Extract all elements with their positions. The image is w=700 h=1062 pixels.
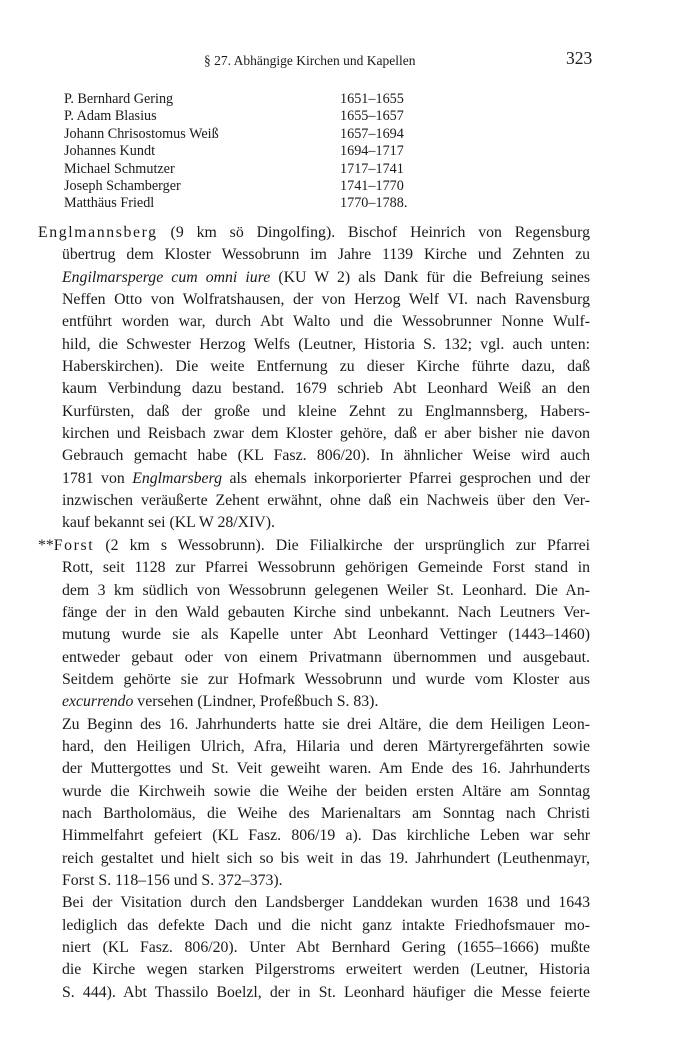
text-line: Forst S. 118–156 und S. 372–373). <box>62 871 283 889</box>
text-line <box>38 691 590 713</box>
text-line: fänge der in den Wald gebauten Kirche sind unbekannt. Nach Leutners Ver- <box>62 603 590 621</box>
text-line: die Kirche wegen starken Pilgerstroms erweitert werden (Leutner, Historia <box>62 961 590 979</box>
entry-heading: Englmannsberg <box>38 224 158 241</box>
text-line: kauf bekannt sei (KL W 28/XIV). <box>62 514 275 532</box>
text-line: wurde die Kirchweih sowie die Weihe der beiden ersten Altäre am Sonntag <box>62 782 590 800</box>
text-run: versehen (Lindner, Profeßbuch S. 83). <box>133 693 379 711</box>
text-line: Gebrauch gemacht habe (KL Fasz. 806/20). In ähnlicher Weise wird auch <box>62 447 590 465</box>
text-line: dem 3 km südlich von Wessobrunn gelegenen Weiler St. Leonhard. Die An- <box>62 581 590 599</box>
list-item <box>64 91 464 108</box>
abbot-name: P. Adam Blasius <box>64 108 157 125</box>
text-line <box>38 267 590 289</box>
text-line: reich gestaltet und hielt sich so bis weit in das 19. Jahrhundert (Leuthenmayr, <box>62 849 590 867</box>
text-run: als ehemals inkorporierter Pfarrei gesprochen und der <box>222 469 591 487</box>
list-item <box>64 143 464 160</box>
abbot-years: 1717–1741 <box>340 160 404 177</box>
list-item <box>64 108 464 125</box>
list-item <box>64 161 464 178</box>
abbot-name: Matthäus Friedl <box>64 195 155 212</box>
running-head <box>0 47 700 71</box>
abbot-years: 1651–1655 <box>340 91 404 107</box>
text-line: nach Bartholomäus, die Weihe des Marienaltars am Sonntag nach Christi <box>62 804 590 822</box>
text-line: S. 444). Abt Thassilo Boelzl, der in St. Leonhard häufiger die Messe feierte <box>62 983 590 1001</box>
list-item <box>64 195 464 212</box>
list-item <box>64 178 464 195</box>
entry-marker: ** <box>38 536 54 554</box>
abbot-name: Johann Chrisostomus Weiß <box>64 125 219 142</box>
abbot-name: Michael Schmutzer <box>64 160 175 177</box>
abbot-years: 1770–1788. <box>340 195 408 212</box>
paragraph-visitation <box>38 892 590 1004</box>
text-run: 1781 von <box>62 469 133 487</box>
text-line: hild, die Schwester Herzog Welfs (Leutner, Historia S. 132; vgl. auch unten: <box>62 335 590 353</box>
text-line: Seitdem gehörte sie zur Hofmark Wessobrunn und wurde vom Kloster aus <box>62 670 590 688</box>
text-line: Zu Beginn des 16. Jahrhunderts hatte sie drei Altäre, die dem Heiligen Leon- <box>62 715 590 733</box>
text-line: kirchen und Reisbach zwar dem Kloster gehöre, daß er aber bisher nie davon <box>62 425 590 443</box>
text-line: der Muttergottes und St. Veit geweiht waren. Am Ende des 16. Jahrhunderts <box>62 760 590 778</box>
text-line: lediglich das defekte Dach und die nicht ganz intakte Friedhofsmauer mo- <box>62 916 590 934</box>
text-line <box>38 535 590 557</box>
text-run: (9 km sö Dingolfing). Bischof Heinrich von Regensburg <box>157 224 590 241</box>
abbot-years: 1655–1657 <box>340 108 404 125</box>
text-line: niert (KL Fasz. 806/20). Unter Abt Bernhard Gering (1655–1666) mußte <box>62 939 590 956</box>
text-line: übertrug dem Kloster Wessobrunn im Jahre 1139 Kirche und Zehnten zu <box>62 246 590 264</box>
text-line <box>38 222 590 244</box>
text-line <box>38 468 590 490</box>
list-item <box>64 126 464 143</box>
text-line: hard, den Heiligen Ulrich, Afra, Hilaria und deren Märtyrergefährten sowie <box>62 737 590 755</box>
text-line: Neffen Otto von Wolfratshausen, der von Herzog Welf VI. nach Ravensburg <box>62 291 590 309</box>
entry-heading: Forst <box>53 536 95 554</box>
italic-term: Englmarsberg <box>132 469 223 487</box>
text-run: (KU W 2) als Dank für die Befreiung seines <box>270 268 590 286</box>
text-line: inzwischen veräußerte Zehent erwähnt, ohne daß ein Nachweis über den Ver- <box>62 492 590 510</box>
abbot-name: Johannes Kundt <box>64 143 156 160</box>
text-line: Himmelfahrt gefeiert (KL Fasz. 806/19 a). Das kirchliche Leben war sehr <box>62 827 590 845</box>
abbot-years: 1741–1770 <box>340 177 404 194</box>
entry-forst <box>38 535 590 1004</box>
text-line: kaum Verbindung dazu bestand. 1679 schrieb Abt Leonhard Weiß an den <box>62 380 590 398</box>
text-run: (2 km s Wessobrunn). Die Filialkirche der ursprünglich zur Pfarrei <box>94 536 590 554</box>
paragraph-altars <box>38 714 590 893</box>
abbot-years: 1657–1694 <box>340 125 404 142</box>
abbot-name: P. Bernhard Gering <box>64 91 174 107</box>
text-line: Haberskirchen). Die weite Entfernung zu dieser Kirche führte dazu, daß <box>62 358 590 376</box>
text-line: Kurfürsten, daß der große und kleine Zehnt zu Englmannsberg, Habers- <box>62 402 590 420</box>
body-text <box>38 222 590 1004</box>
abbot-list <box>64 91 464 213</box>
text-line: entweder gebaut oder von einem Privatmann übernommen und ausgebaut. <box>62 648 590 666</box>
running-head-title: § 27. Abhängige Kirchen und Kapellen <box>204 53 416 68</box>
page-number: 323 <box>566 48 593 68</box>
text-line: entführt worden war, durch Abt Walto und die Wessobrunner Nonne Wulf- <box>62 313 590 331</box>
entry-englmannsberg <box>38 222 590 535</box>
text-line: Rott, seit 1128 zur Pfarrei Wessobrunn gehörigen Gemeinde Forst stand in <box>62 559 590 577</box>
abbot-name: Joseph Schamberger <box>64 177 181 194</box>
text-line: Bei der Visitation durch den Landsberger Landdekan wurden 1638 und 1643 <box>62 894 590 912</box>
italic-term: Engilmarsperge cum omni iure <box>62 268 271 286</box>
text-line: mutung wurde sie als Kapelle unter Abt Leonhard Vettinger (1443–1460) <box>62 626 590 644</box>
abbot-years: 1694–1717 <box>340 143 404 160</box>
italic-term: excurrendo <box>62 693 134 711</box>
